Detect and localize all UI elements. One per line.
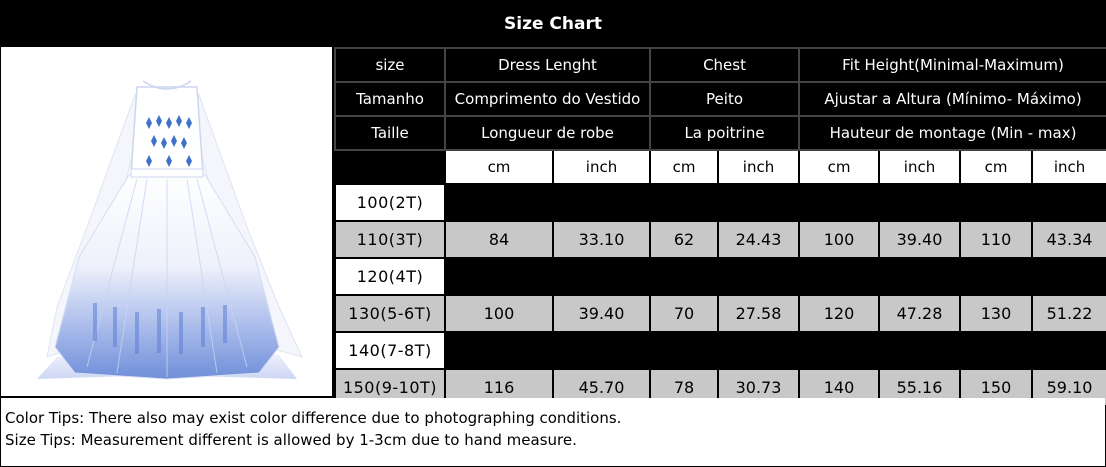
table-cell: 47.28: [879, 295, 960, 332]
table-cell: 33.10: [553, 221, 650, 258]
table-cell: 22.85: [718, 184, 799, 221]
table-cell: 39.40: [879, 221, 960, 258]
unit-cell: cm: [650, 150, 718, 184]
header-row-en: [335, 48, 1106, 82]
table-cell: 43.34: [1032, 221, 1106, 258]
unit-cell: cm: [799, 150, 879, 184]
size-label: 120(4T): [335, 258, 445, 295]
page-title: Size Chart: [504, 13, 602, 34]
size-label: 150(9-10T): [335, 369, 445, 406]
table-cell: 92: [445, 258, 553, 295]
header-chest: La poitrine: [650, 116, 799, 150]
size-tip: Size Tips: Measurement different is allowed by 1-3cm due to hand measure.: [5, 431, 577, 449]
table-cell: 130: [960, 295, 1032, 332]
size-label: 100(2T): [335, 184, 445, 221]
table-cell: 51.22: [1032, 295, 1106, 332]
header-chest: Peito: [650, 82, 799, 116]
table-cell: 120: [799, 295, 879, 332]
table-row: [335, 184, 1106, 221]
table-cell: 27.58: [718, 295, 799, 332]
table-cell: 29.16: [718, 332, 799, 369]
table-cell: 26.00: [718, 258, 799, 295]
table-cell: 100: [445, 295, 553, 332]
size-label: 130(5-6T): [335, 295, 445, 332]
table-cell: 66: [650, 258, 718, 295]
table-row: [335, 258, 1106, 295]
table-cell: 78: [650, 369, 718, 406]
table-cell: 47.28: [1032, 258, 1106, 295]
header-fit: Fit Height(Minimal-Maximum): [799, 48, 1106, 82]
unit-cell: inch: [879, 150, 960, 184]
header-dress: Comprimento do Vestido: [445, 82, 650, 116]
table-cell: 120: [960, 258, 1032, 295]
table-cell: 55.16: [1032, 332, 1106, 369]
header-fit: Hauteur de montage (Min - max): [799, 116, 1106, 150]
table-cell: 62: [650, 221, 718, 258]
table-cell: 108: [445, 332, 553, 369]
table-cell: 100: [960, 184, 1032, 221]
dress-illustration: [17, 57, 317, 387]
units-corner: [335, 150, 445, 184]
table-cell: 100: [799, 221, 879, 258]
table-cell: 51.22: [879, 332, 960, 369]
table-cell: 59.10: [1032, 369, 1106, 406]
table-cell: 130: [799, 332, 879, 369]
table-cell: 39.40: [553, 295, 650, 332]
unit-cell: inch: [1032, 150, 1106, 184]
header-dress: Longueur de robe: [445, 116, 650, 150]
header-row-pt: [335, 82, 1106, 116]
table-cell: 70: [650, 295, 718, 332]
product-image: [1, 47, 332, 396]
units-row: [335, 150, 1106, 184]
color-tip: Color Tips: There also may exist color difference due to photographing conditions.: [5, 409, 622, 427]
size-label: 140(7-8T): [335, 332, 445, 369]
table-cell: 35.46: [879, 184, 960, 221]
table-cell: 150: [960, 369, 1032, 406]
table-row: [335, 332, 1106, 369]
table-cell: 110: [799, 258, 879, 295]
table-cell: 36.25: [553, 258, 650, 295]
unit-cell: cm: [445, 150, 553, 184]
table-cell: 116: [445, 369, 553, 406]
header-label: Taille: [335, 116, 445, 150]
size-table: [334, 47, 1106, 407]
header-label: Tamanho: [335, 82, 445, 116]
table-cell: 110: [960, 221, 1032, 258]
table-cell: 55.16: [879, 369, 960, 406]
table-cell: 45.70: [553, 369, 650, 406]
table-cell: 58: [650, 184, 718, 221]
table-row: [335, 295, 1106, 332]
table-cell: 30.73: [718, 369, 799, 406]
table-cell: 39.40: [1032, 184, 1106, 221]
table-row: [335, 221, 1106, 258]
table-cell: 29.94: [553, 184, 650, 221]
tips-section: [1, 398, 1105, 466]
unit-cell: inch: [718, 150, 799, 184]
unit-cell: inch: [553, 150, 650, 184]
table-cell: 74: [650, 332, 718, 369]
table-cell: 42.55: [553, 332, 650, 369]
table-cell: 140: [799, 369, 879, 406]
table-cell: 43.34: [879, 258, 960, 295]
table-cell: 24.43: [718, 221, 799, 258]
header-fit: Ajustar a Altura (Mínimo- Máximo): [799, 82, 1106, 116]
header-row-fr: [335, 116, 1106, 150]
unit-cell: cm: [960, 150, 1032, 184]
header-chest: Chest: [650, 48, 799, 82]
table-cell: 84: [445, 221, 553, 258]
table-cell: 90: [799, 184, 879, 221]
header-dress: Dress Lenght: [445, 48, 650, 82]
table-cell: 76: [445, 184, 553, 221]
size-label: 110(3T): [335, 221, 445, 258]
header-label: size: [335, 48, 445, 82]
table-cell: 140: [960, 332, 1032, 369]
